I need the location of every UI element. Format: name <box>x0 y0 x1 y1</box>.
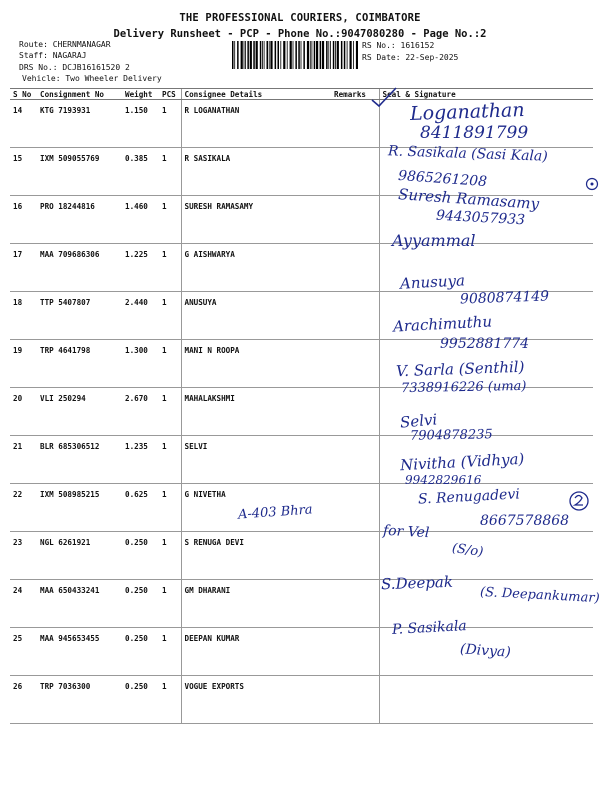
staff-value: NAGARAJ <box>52 51 87 60</box>
handwritten-phone: 9942829616 <box>405 473 482 487</box>
col-remarks: Remarks <box>331 89 379 100</box>
barcode-bar <box>347 41 348 69</box>
col-pcs: PCS <box>159 89 181 100</box>
handwritten-signature: S.Deepak <box>380 572 454 594</box>
barcode-bar <box>262 41 263 69</box>
barcode-bar <box>247 41 249 69</box>
barcode-bar <box>335 41 336 69</box>
route-value: CHERNMANAGAR <box>52 40 111 49</box>
row-pcs: 1 <box>159 676 181 724</box>
row-consignment: IXM 508985215 <box>37 484 122 532</box>
row-remarks <box>331 196 379 244</box>
row-pcs: 1 <box>159 580 181 628</box>
col-weight: Weight <box>122 89 159 100</box>
row-consignee: R LOGANATHAN <box>181 100 331 148</box>
row-remarks <box>331 244 379 292</box>
handwritten-signature: Nivitha (Vidhya) <box>399 449 525 475</box>
rs-no-line <box>362 41 434 50</box>
row-consignment: KTG 7193931 <box>37 100 122 148</box>
row-pcs: 1 <box>159 628 181 676</box>
row-consignment: TRP 4641798 <box>37 340 122 388</box>
handwritten-signature: Loganathan <box>409 99 525 125</box>
handwritten-phone: (Divya) <box>459 641 512 661</box>
row-remarks <box>331 148 379 196</box>
row-weight: 1.235 <box>122 436 159 484</box>
barcode-image <box>232 41 358 69</box>
handwritten-note: A-403 Bhra <box>237 502 314 523</box>
col-sno: S No <box>10 89 37 100</box>
barcode-bar <box>350 41 352 69</box>
barcode-bar <box>322 41 324 69</box>
table-row <box>10 388 593 436</box>
row-weight: 0.625 <box>122 484 159 532</box>
barcode-bar <box>337 41 339 69</box>
row-pcs: 1 <box>159 244 181 292</box>
barcode-bar <box>316 41 318 69</box>
row-remarks <box>331 340 379 388</box>
barcode-bar <box>320 41 322 69</box>
row-weight: 1.150 <box>122 100 159 148</box>
barcode-bar <box>356 41 358 69</box>
barcode-bar <box>326 41 328 69</box>
row-consignment: PRO 18244816 <box>37 196 122 244</box>
col-signature: Seal & Signature <box>379 89 593 100</box>
row-pcs: 1 <box>159 148 181 196</box>
row-remarks <box>331 532 379 580</box>
barcode-bar <box>245 41 246 69</box>
barcode-bar <box>341 41 343 69</box>
barcode-bar <box>290 41 292 69</box>
row-consignee: SURESH RAMASAMY <box>181 196 331 244</box>
row-consignee: MANI N ROOPA <box>181 340 331 388</box>
row-remarks <box>331 628 379 676</box>
route-label: Route: <box>19 40 48 49</box>
row-consignee: MAHALAKSHMI <box>181 388 331 436</box>
barcode-bar <box>278 41 280 69</box>
row-consignee: VOGUE EXPORTS <box>181 676 331 724</box>
row-remarks <box>331 388 379 436</box>
barcode-bar <box>295 41 297 69</box>
barcode-bar <box>269 41 270 69</box>
row-sno: 22 <box>10 484 37 532</box>
handwritten-signature: S. Renugadevi <box>417 486 521 508</box>
row-sno: 25 <box>10 628 37 676</box>
row-remarks <box>331 292 379 340</box>
rs-date-label: RS Date: <box>362 53 401 62</box>
row-sno: 26 <box>10 676 37 724</box>
barcode-bar <box>237 41 239 69</box>
handwritten-phone: 7338916226 (uma) <box>400 378 527 397</box>
row-consignment: MAA 709686306 <box>37 244 122 292</box>
row-weight: 0.250 <box>122 628 159 676</box>
barcode-bar <box>280 41 281 69</box>
barcode-bar <box>267 41 269 69</box>
row-weight: 0.250 <box>122 676 159 724</box>
table-row <box>10 676 593 724</box>
rs-date-line <box>362 53 458 62</box>
row-consignment: BLR 685306512 <box>37 436 122 484</box>
row-sno: 24 <box>10 580 37 628</box>
barcode-bar <box>250 41 252 69</box>
row-pcs: 1 <box>159 532 181 580</box>
row-sno: 16 <box>10 196 37 244</box>
barcode-bar <box>234 41 235 69</box>
handwritten-phone: 7904878235 <box>409 427 493 444</box>
row-consignee: G NIVETHA <box>181 484 331 532</box>
handwritten-signature: for Vel <box>382 522 430 542</box>
barcode-bar <box>303 41 305 69</box>
barcode-bar <box>333 41 335 69</box>
vehicle-label: Vehicle: <box>22 74 61 83</box>
row-weight: 2.440 <box>122 292 159 340</box>
barcode-bar <box>307 41 309 69</box>
barcode-bar <box>264 41 265 69</box>
barcode-bar <box>232 41 234 69</box>
row-consignee: R SASIKALA <box>181 148 331 196</box>
row-weight: 0.250 <box>122 580 159 628</box>
barcode-bar <box>293 41 294 69</box>
handwritten-phone: 8411891799 <box>420 123 529 143</box>
row-pcs: 1 <box>159 292 181 340</box>
barcode-bar <box>241 41 243 69</box>
barcode-bar <box>256 41 258 69</box>
handwritten-phone: 9443057933 <box>435 207 526 229</box>
handwritten-signature: Ayyammal <box>392 231 476 250</box>
barcode-bar <box>275 41 277 69</box>
rs-no-label: RS No.: <box>362 41 396 50</box>
row-sno: 14 <box>10 100 37 148</box>
row-weight: 1.225 <box>122 244 159 292</box>
row-weight: 0.250 <box>122 532 159 580</box>
rs-date-value: 22-Sep-2025 <box>405 53 459 62</box>
row-weight: 2.670 <box>122 388 159 436</box>
row-weight: 1.460 <box>122 196 159 244</box>
barcode-bar <box>253 41 255 69</box>
handwritten-signature: V. Sarla (Senthil) <box>395 357 525 381</box>
rs-no-value: 1616152 <box>400 41 435 50</box>
handwritten-signature: P. Sasikala <box>391 618 468 638</box>
table-row <box>10 532 593 580</box>
vehicle-value: Two Wheeler Delivery <box>65 74 162 83</box>
col-consignment: Consignment No <box>37 89 122 100</box>
route-line <box>19 40 111 49</box>
row-pcs: 1 <box>159 340 181 388</box>
handwritten-signature: R. Sasikala (Sasi Kala) <box>387 143 548 165</box>
table-header-row <box>10 89 593 100</box>
company-title: THE PROFESSIONAL COURIERS, COIMBATORE <box>179 12 421 24</box>
handwritten-signature: Selvi <box>399 410 438 432</box>
row-consignee: GM DHARANI <box>181 580 331 628</box>
barcode-bar <box>244 41 245 69</box>
row-consignee: DEEPAN KUMAR <box>181 628 331 676</box>
runsheet-subtitle: Delivery Runsheet - PCP - Phone No.:9047080280 - Page No.:2 <box>113 28 487 40</box>
barcode-bar <box>312 41 313 69</box>
row-consignee: SELVI <box>181 436 331 484</box>
barcode-bar <box>298 41 300 69</box>
row-sno: 21 <box>10 436 37 484</box>
row-consignment: NGL 6261921 <box>37 532 122 580</box>
runsheet-table <box>10 88 593 724</box>
row-weight: 1.300 <box>122 340 159 388</box>
circled-mark-icon <box>585 177 599 191</box>
circled-number-icon <box>568 490 590 512</box>
col-consignee: Consignee Details <box>181 89 331 100</box>
row-consignment: MAA 945653455 <box>37 628 122 676</box>
row-sno: 18 <box>10 292 37 340</box>
row-weight: 0.385 <box>122 148 159 196</box>
row-pcs: 1 <box>159 436 181 484</box>
row-consignee: G AISHWARYA <box>181 244 331 292</box>
barcode-bar <box>330 41 331 69</box>
handwritten-phone: 9865261208 <box>397 167 488 191</box>
barcode-bar <box>260 41 262 69</box>
drs-value: DCJB16161520 2 <box>62 63 130 72</box>
row-consignee: S RENUGA DEVI <box>181 532 331 580</box>
barcode-bar <box>283 41 285 69</box>
barcode-bar <box>344 41 346 69</box>
staff-label: Staff: <box>19 51 48 60</box>
row-sno: 19 <box>10 340 37 388</box>
row-remarks <box>331 676 379 724</box>
row-remarks <box>331 580 379 628</box>
table-row <box>10 244 593 292</box>
row-pcs: 1 <box>159 100 181 148</box>
barcode-bar <box>314 41 316 69</box>
row-remarks <box>331 484 379 532</box>
row-sno: 20 <box>10 388 37 436</box>
handwritten-signature: Anusuya <box>399 271 466 293</box>
handwritten-phone: 9952881774 <box>440 336 530 352</box>
row-sno: 15 <box>10 148 37 196</box>
barcode-bar <box>353 41 354 69</box>
row-signature <box>379 676 593 724</box>
row-pcs: 1 <box>159 388 181 436</box>
handwritten-signature: Arachimuthu <box>392 312 493 336</box>
handwritten-phone: (S. Deepankumar) <box>479 584 600 607</box>
row-consignee: ANUSUYA <box>181 292 331 340</box>
row-remarks <box>331 436 379 484</box>
barcode-bar <box>270 41 272 69</box>
handwritten-phone: 8667578868 <box>480 513 570 529</box>
row-consignment: TRP 7036300 <box>37 676 122 724</box>
handwritten-phone: 9080874149 <box>459 288 550 308</box>
staff-line <box>19 51 86 60</box>
handwritten-signature: Suresh Ramasamy <box>397 185 540 213</box>
row-sno: 23 <box>10 532 37 580</box>
row-consignment: TTP 5407807 <box>37 292 122 340</box>
barcode-bar <box>287 41 288 69</box>
row-pcs: 1 <box>159 484 181 532</box>
handwritten-phone: (S/o) <box>451 540 485 561</box>
barcode-bar <box>310 41 311 69</box>
remarks-check-mark <box>370 86 398 108</box>
row-consignment: MAA 650433241 <box>37 580 122 628</box>
row-pcs: 1 <box>159 196 181 244</box>
barcode-bar <box>301 41 302 69</box>
row-sno: 17 <box>10 244 37 292</box>
row-consignment: IXM 509055769 <box>37 148 122 196</box>
row-consignment: VLI 250294 <box>37 388 122 436</box>
barcode-bar <box>328 41 329 69</box>
vehicle-line <box>22 74 162 83</box>
drs-line <box>19 63 130 72</box>
drs-label: DRS No.: <box>19 63 58 72</box>
